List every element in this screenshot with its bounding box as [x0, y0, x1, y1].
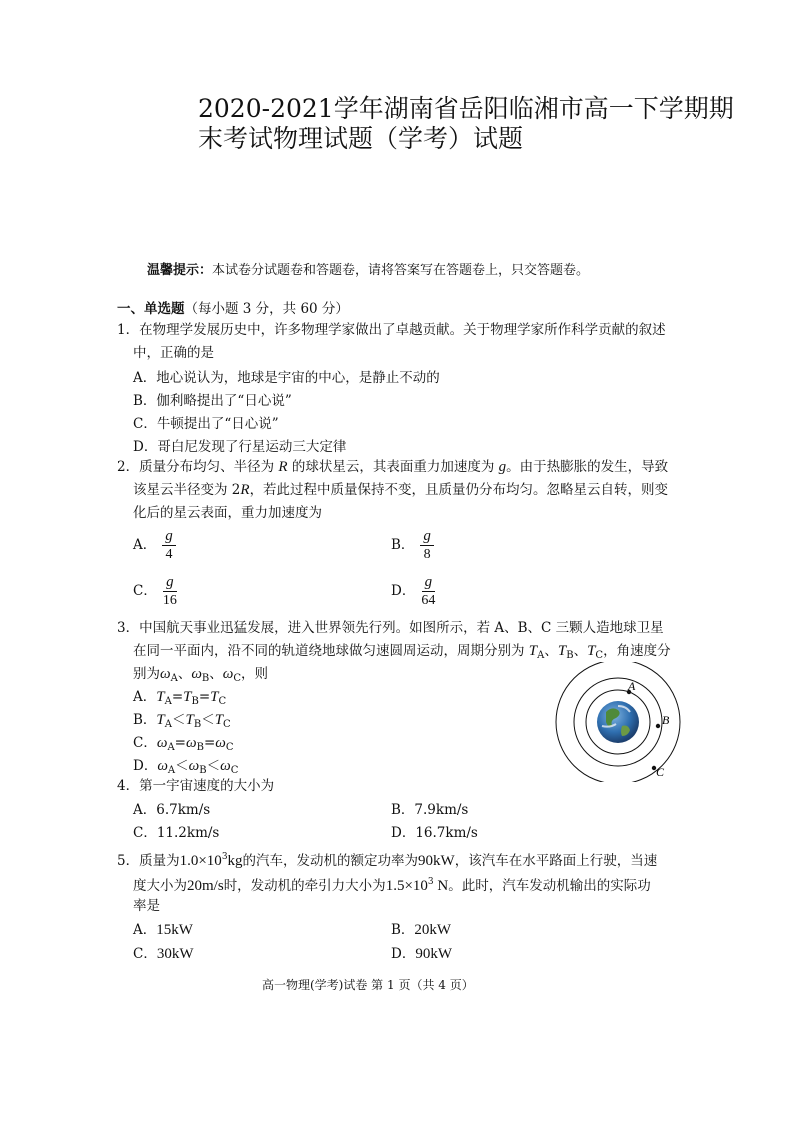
numerator: g	[163, 573, 177, 592]
sub: B	[201, 673, 210, 684]
option-label: C．	[133, 946, 157, 962]
tip-label: 温馨提示：	[147, 263, 213, 278]
section-heading	[117, 297, 349, 317]
q4-option-a: A．6.7km/s	[133, 802, 211, 818]
q5-option-d	[391, 942, 452, 963]
q4-stem: 4．第一宇宙速度的大小为	[117, 778, 275, 794]
q1-stem-line1: 1．在物理学发展历史中，许多物理学家做出了卓越贡献。关于物理学家所作科学贡献的叙述	[117, 322, 666, 338]
var-omega: ω	[156, 735, 168, 751]
fraction	[420, 527, 434, 564]
var-omega: ω	[222, 666, 234, 682]
q4-option-c: C．11.2km/s	[133, 825, 220, 841]
option-value: 30kW	[156, 946, 194, 962]
q5-text: ，该汽车在水平路面上行驶，当速	[454, 853, 658, 869]
q4-option-d: D．16.7km/s	[391, 825, 478, 841]
sub: B	[193, 719, 202, 730]
op: ＜	[201, 712, 215, 728]
var-t: T	[557, 643, 567, 659]
q2-var-r: R	[240, 482, 250, 498]
q1-option-b: B．伽利略提出了“日心说”	[133, 393, 292, 409]
option-label: D．	[391, 946, 416, 962]
q2-text: 2．质量分布均匀、半径为	[117, 459, 279, 475]
var-t: T	[528, 643, 538, 659]
q3-text: ，则	[241, 666, 269, 682]
q2-var-g: g	[498, 459, 507, 475]
op: ＜	[206, 758, 221, 774]
sub: A	[167, 765, 176, 776]
sep: 、	[544, 643, 558, 659]
var-t: T	[210, 689, 219, 705]
option-label: C．	[133, 735, 157, 751]
q3-stem-line1: 3．中国航天事业迅猛发展，进入世界领先行列。如图所示，若 A、B、C 三颗人造地球卫星	[117, 620, 664, 636]
q1-option-a: A．地心说认为，地球是宇宙的中心，是静止不动的	[133, 370, 440, 386]
q2-text: 的球状星云，其表面重力加速度为	[287, 459, 499, 475]
q5-force: 1.5×10	[385, 878, 428, 894]
sub: C	[230, 765, 239, 776]
q5-power: 90kW	[418, 853, 455, 869]
q1-stem-line2: 中，正确的是	[133, 345, 214, 361]
q2-option-a	[133, 527, 176, 564]
op: ＜	[175, 758, 189, 774]
q2-stem-line1	[117, 456, 668, 478]
q5-text: 度大小为	[133, 878, 187, 894]
sub: A	[537, 650, 545, 661]
sub: A	[167, 742, 175, 753]
sub: B	[199, 765, 207, 776]
option-value: 15kW	[156, 922, 193, 938]
op: ＜	[172, 712, 186, 728]
option-label: A．	[133, 537, 157, 553]
option-label: B．	[133, 712, 157, 728]
page-title-line1: 2020-2021学年湖南省岳阳临湘市高一下学期期	[198, 94, 734, 123]
sub: B	[566, 650, 574, 661]
q5-option-a	[133, 918, 193, 939]
satellite-b-label: B	[662, 713, 670, 727]
fraction	[421, 573, 435, 610]
denominator: 4	[165, 547, 173, 562]
q5-mass-unit: kg	[227, 853, 243, 869]
sub: C	[595, 650, 604, 661]
denominator: 16	[162, 593, 177, 608]
q5-speed: 20m/s	[187, 878, 224, 894]
satellite-b	[656, 724, 660, 728]
var-t: T	[185, 712, 194, 728]
q4-option-b: B．7.9km/s	[391, 802, 469, 818]
option-label: A．	[133, 922, 157, 938]
q5-mass: 1.0×10	[179, 853, 222, 869]
sep: 、	[209, 666, 223, 682]
exam-tip	[147, 259, 589, 278]
satellite-a-label: A	[628, 679, 636, 693]
orbit-diagram	[552, 662, 682, 782]
q1-option-c: C．牛顿提出了“日心说”	[133, 416, 279, 432]
var-omega: ω	[191, 666, 202, 682]
q3-option-b	[133, 708, 231, 730]
numerator: g	[422, 573, 436, 592]
option-value: 20kW	[414, 922, 452, 938]
q5-stem-line2	[133, 871, 651, 897]
denominator: 64	[421, 593, 436, 608]
sub: C	[218, 696, 227, 707]
q3-text: 在同一平面内，沿不同的轨道绕地球做匀速圆周运动，周期分别为	[133, 643, 529, 659]
section-title: 一、单选题	[117, 301, 185, 317]
fraction	[162, 527, 176, 564]
option-label: B．	[391, 922, 415, 938]
q2-text: 。由于热膨胀的发生，导致	[506, 459, 669, 475]
section-note: （每小题 3 分，共 60 分）	[184, 301, 349, 317]
var-omega: ω	[185, 735, 197, 751]
earth-icon	[597, 701, 639, 743]
q3-option-a	[133, 685, 226, 707]
page-title-line2: 末考试物理试题（学考）试题	[198, 124, 524, 153]
sub: C	[223, 719, 231, 730]
q5-text: 的汽车，发动机的额定功率为	[242, 853, 419, 869]
option-label: A．	[133, 689, 157, 705]
var-omega: ω	[188, 758, 200, 774]
q5-stem-line3: 率是	[133, 898, 160, 914]
var-t: T	[156, 712, 165, 728]
fraction	[163, 573, 177, 610]
var-omega: ω	[220, 758, 231, 774]
q5-text: 时，发动机的牵引力大小为	[223, 878, 386, 894]
q2-text: 该星云半径变为 2	[133, 482, 241, 498]
sub: A	[164, 696, 172, 707]
satellite-c-label: C	[656, 765, 665, 779]
q5-mass-exp: 3	[221, 852, 228, 862]
q5-force-unit: N	[433, 878, 449, 894]
sub: B	[191, 696, 199, 707]
q2-option-b	[391, 527, 434, 564]
q1-option-d: D．哥白尼发现了行星运动三大定律	[133, 439, 347, 455]
sub: B	[196, 742, 204, 753]
numerator: g	[420, 527, 434, 546]
option-label: D．	[133, 758, 158, 774]
numerator: g	[162, 527, 176, 546]
q5-force-exp: 3	[427, 877, 434, 887]
page-footer: 高一物理(学考)试卷 第 1 页（共 4 页）	[262, 978, 474, 992]
q2-option-c	[133, 573, 177, 610]
sub: A	[164, 719, 172, 730]
denominator: 8	[423, 547, 431, 562]
option-label: C．	[133, 583, 157, 599]
sub: C	[233, 673, 242, 684]
tip-text: 本试卷分试题卷和答题卷，请将答案写在答题卷上，只交答题卷。	[212, 263, 590, 278]
option-label: B．	[391, 537, 415, 553]
q2-stem-line2	[133, 479, 668, 501]
q2-text: ，若此过程中质量保持不变，且质量仍分布均匀。忽略星云自转，则变	[249, 482, 669, 498]
option-label: D．	[391, 583, 416, 599]
var-t: T	[156, 689, 165, 705]
sep: 、	[573, 643, 588, 659]
var-t: T	[214, 712, 224, 728]
q5-stem-line1	[117, 846, 657, 872]
sep: 、	[177, 666, 192, 682]
op: =	[198, 689, 211, 705]
q3-text: ，角速度分	[603, 643, 671, 659]
q5-option-c	[133, 942, 194, 963]
op: =	[171, 689, 184, 705]
sub: A	[170, 673, 178, 684]
var-omega: ω	[215, 735, 226, 751]
var-omega: ω	[157, 758, 168, 774]
var-omega: ω	[160, 666, 171, 682]
q3-option-d	[133, 754, 238, 776]
sub: C	[225, 742, 234, 753]
q5-text: 5．质量为	[117, 853, 180, 869]
q5-option-b	[391, 918, 451, 939]
option-value: 90kW	[415, 946, 452, 962]
op: =	[203, 735, 216, 751]
q2-stem-line3: 化后的星云表面，重力加速度为	[133, 505, 322, 521]
var-t: T	[183, 689, 192, 705]
q5-text: 。此时，汽车发动机输出的实际功	[448, 878, 651, 894]
op: =	[174, 735, 186, 751]
q3-option-c	[133, 731, 234, 753]
q2-var-r: R	[278, 459, 288, 475]
q3-text: 别为	[133, 666, 160, 682]
var-t: T	[587, 643, 596, 659]
q2-option-d	[391, 573, 435, 610]
